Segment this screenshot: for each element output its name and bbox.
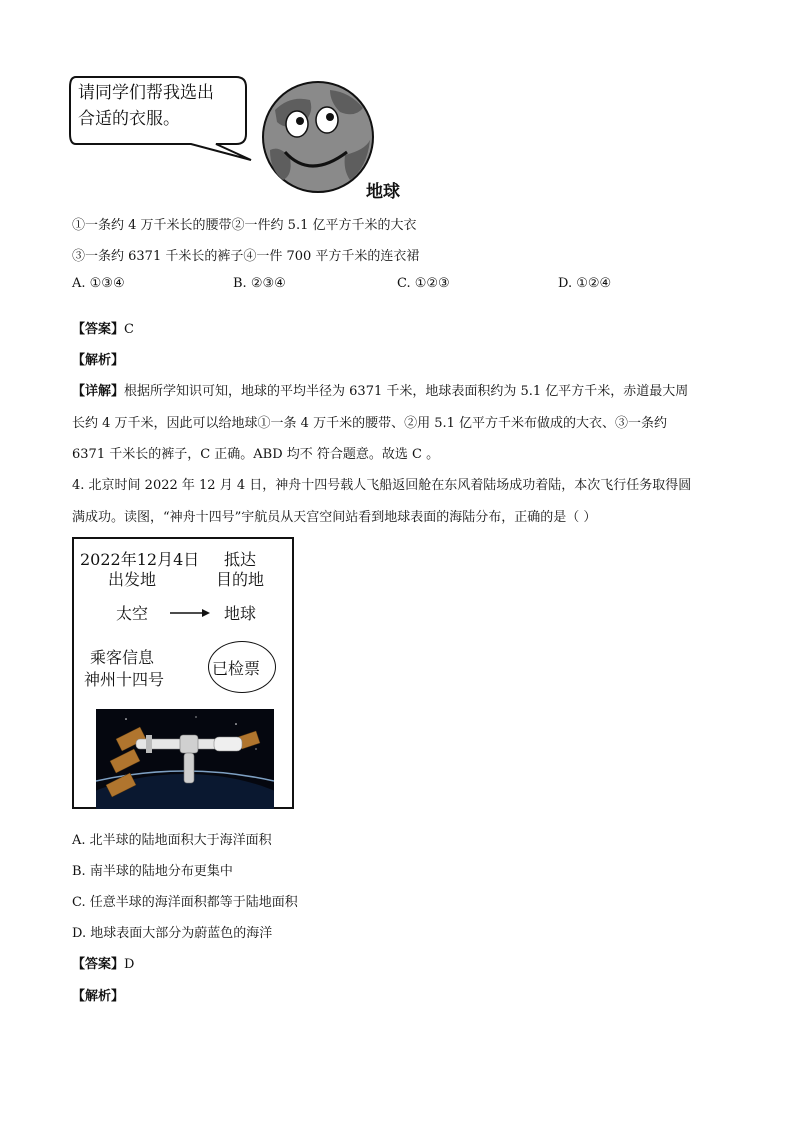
q3-detail-line-1 bbox=[72, 380, 688, 399]
q3-detail-line-2: 长约 4 万千米，因此可以给地球①一条 4 万千米的腰带、②用 5.1 亿平方千米布做成的大衣、③一条约 bbox=[72, 416, 668, 431]
q3-analysis-label: 【解析】 bbox=[72, 353, 125, 368]
q3-detail-label: 【详解】 bbox=[72, 384, 125, 399]
ticket-passenger-name: 神州十四号 bbox=[84, 670, 165, 689]
q3-choice-line-2: ③一条约 6371 千米长的裤子④一件 700 平方千米的连衣裙 bbox=[72, 249, 420, 264]
q4-answer bbox=[72, 953, 134, 972]
ticket-to: 地球 bbox=[224, 604, 257, 623]
earth-label: 地球 bbox=[366, 182, 400, 202]
q4-option-d: D. 地球表面大部分为蔚蓝色的海洋 bbox=[72, 926, 273, 941]
q4-answer-label: 【答案】 bbox=[72, 957, 125, 972]
q3-option-c: C. ①②③ bbox=[397, 276, 450, 291]
q3-option-b: B. ②③④ bbox=[233, 276, 286, 291]
q4-answer-value: D bbox=[124, 957, 135, 972]
ticket-from: 太空 bbox=[116, 604, 149, 623]
q3-choice-line-1: ①一条约 4 万千米长的腰带②一件约 5.1 亿平方千米的大衣 bbox=[72, 218, 417, 233]
arrow-right-icon bbox=[170, 607, 210, 619]
q4-stem-line-1: 4. 北京时间 2022 年 12 月 4 日，神舟十四号载人飞船返回舱在东风着陆场成功着陆，本次飞行任务取得圆 bbox=[72, 478, 692, 493]
q3-answer-label: 【答案】 bbox=[72, 322, 125, 337]
q3-answer-value: C bbox=[124, 322, 134, 337]
ticket-stamp-text: 已检票 bbox=[212, 659, 261, 678]
q4-option-c: C. 任意半球的海洋面积都等于陆地面积 bbox=[72, 895, 298, 910]
q4-analysis-label: 【解析】 bbox=[72, 989, 125, 1004]
space-station-photo bbox=[96, 709, 274, 809]
bubble-line-2: 合适的衣服。 bbox=[78, 109, 180, 129]
q4-option-b: B. 南半球的陆地分布更集中 bbox=[72, 864, 233, 879]
ticket-passenger-label: 乘客信息 bbox=[90, 648, 155, 667]
bubble-line-1: 请同学们帮我选出 bbox=[78, 83, 214, 103]
q3-detail-line-3: 6371 千米长的裤子，C 正确。ABD 均不 符合题意。故选 C 。 bbox=[72, 447, 440, 462]
q3-answer bbox=[72, 318, 134, 337]
q4-stem-line-2: 满成功。读图，“神舟十四号”宇航员从天宫空间站看到地球表面的海陆分布，正确的是（ ） bbox=[72, 510, 597, 525]
q3-option-d: D. ①②④ bbox=[558, 276, 612, 291]
ticket-destination-label: 目的地 bbox=[216, 570, 265, 589]
ticket-arrive-label: 抵达 bbox=[224, 550, 257, 569]
ticket-figure bbox=[72, 537, 294, 809]
q4-option-a: A. 北半球的陆地面积大于海洋面积 bbox=[72, 833, 272, 848]
ticket-departure-label: 出发地 bbox=[108, 570, 157, 589]
q3-detail-text-1: 根据所学知识可知，地球的平均半径为 6371 千米，地球表面积约为 5.1 亿平方千米，赤道最大周 bbox=[124, 384, 689, 399]
q3-option-a: A. ①③④ bbox=[72, 276, 125, 291]
ticket-date: 2022年12月4日 bbox=[80, 550, 200, 569]
